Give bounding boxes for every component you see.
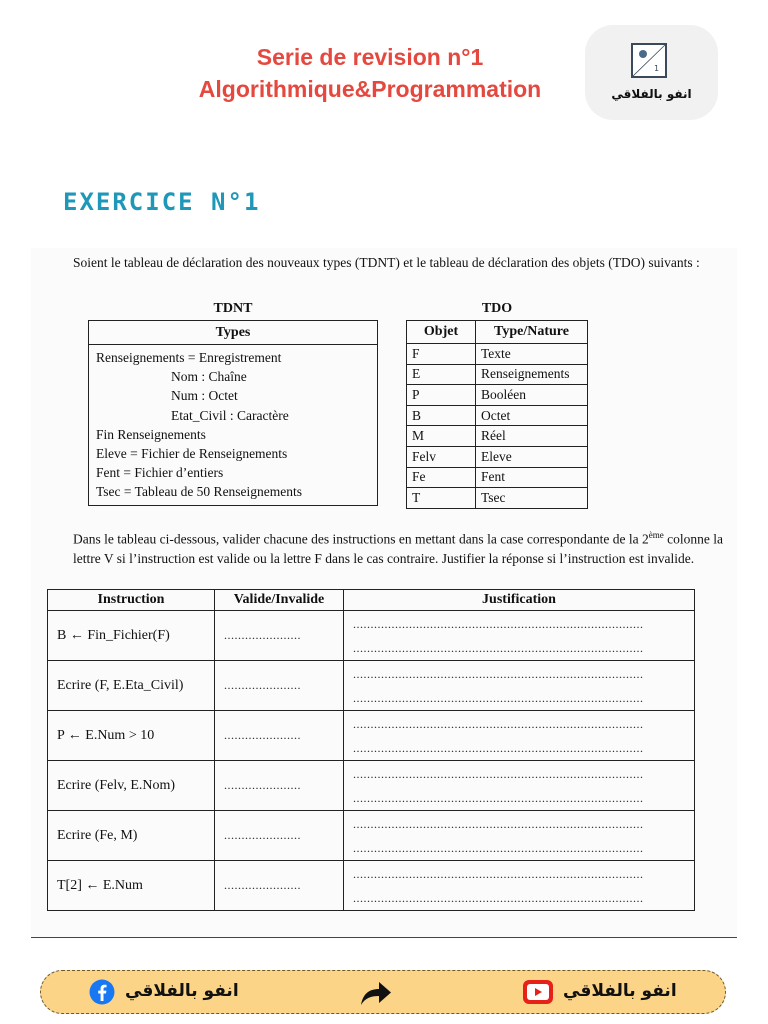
instruction-cell: Ecrire (Felv, E.Nom) (48, 761, 215, 811)
tdnt-header: Types (89, 321, 378, 345)
youtube-channel-label[interactable]: انفو بالفلاقي (563, 981, 677, 1001)
tdo-type-cell: Réel (476, 426, 588, 447)
exercise-heading: EXERCICE N°1 (63, 188, 261, 216)
brand-logo (585, 25, 718, 120)
tdnt-line: Renseignements = Enregistrement (96, 350, 282, 365)
table-row (48, 661, 695, 711)
tdo-caption: TDO (481, 301, 513, 316)
book-icon (629, 42, 669, 80)
valide-answer-field[interactable] (215, 711, 344, 761)
tdnt-line: Fin Renseignements (96, 426, 206, 442)
tdnt-caption: TDNT (213, 301, 253, 316)
justification-dots: ................................................................................... (353, 766, 644, 781)
instructions-paragraph: Dans le tableau ci-dessous, valider chacune des instructions en mettant dans la case correspondante de la 2ème colonne la lettre V si l’instruction est valide ou la lettre F dans le cas contraire. Justifier la réponse si l’instruction est invalide. (73, 530, 723, 566)
tdo-object-cell: T (407, 488, 476, 509)
table-row (48, 861, 695, 911)
tdo-object-cell: M (407, 426, 476, 447)
valide-dots: ...................... (224, 827, 301, 842)
justification-dots: ................................................................................... (353, 690, 644, 705)
justification-dots: ................................................................................... (353, 790, 644, 805)
header-justification: Justification (344, 590, 695, 611)
tdo-row (407, 405, 588, 426)
tdo-object-cell: E (407, 364, 476, 385)
tdo-type-cell: Tsec (476, 488, 588, 509)
valide-dots: ...................... (224, 677, 301, 692)
table-row (48, 811, 695, 861)
intro-paragraph: Soient le tableau de déclaration des nouveaux types (TDNT) et le tableau de déclaration des objets (TDO) suivants : (73, 255, 700, 270)
svg-text:1: 1 (654, 64, 660, 73)
tdo-row (407, 344, 588, 365)
tdo-row (407, 467, 588, 488)
justification-answer-field[interactable] (344, 861, 695, 911)
tdo-type-cell: Renseignements (476, 364, 588, 385)
tdnt-line: Num : Octet (171, 388, 238, 404)
instruction-cell: P ← E.Num > 10 (48, 711, 215, 761)
tdo-row (407, 385, 588, 406)
valide-dots: ...................... (224, 877, 301, 892)
tdo-row (407, 446, 588, 467)
tdnt-table (88, 320, 378, 506)
instruction-cell: B ← Fin_Fichier(F) (48, 611, 215, 661)
tdo-object-cell: F (407, 344, 476, 365)
valide-answer-field[interactable] (215, 861, 344, 911)
justification-dots: ................................................................................... (353, 716, 644, 731)
justification-answer-field[interactable] (344, 611, 695, 661)
tdo-row (407, 488, 588, 509)
justification-answer-field[interactable] (344, 711, 695, 761)
instruction-cell: Ecrire (Fe, M) (48, 811, 215, 861)
tdo-header-objet: Objet (407, 321, 476, 344)
justification-dots: ................................................................................... (353, 866, 644, 881)
justification-answer-field[interactable] (344, 661, 695, 711)
justification-answer-field[interactable] (344, 811, 695, 861)
valide-dots: ...................... (224, 727, 301, 742)
facebook-icon[interactable] (89, 979, 115, 1005)
table-row (48, 761, 695, 811)
tdo-object-cell: Fe (407, 467, 476, 488)
youtube-icon[interactable] (523, 980, 553, 1004)
justification-dots: ................................................................................... (353, 890, 644, 905)
valide-answer-field[interactable] (215, 661, 344, 711)
document-title-line2: Algorithmique&Programmation (198, 76, 542, 102)
tdo-object-cell: P (407, 385, 476, 406)
tdnt-line: Eleve = Fichier de Renseignements (96, 446, 288, 462)
tdo-type-cell: Booléen (476, 385, 588, 406)
header-valide: Valide/Invalide (215, 590, 344, 611)
valide-answer-field[interactable] (215, 761, 344, 811)
tdnt-line: Etat_Civil : Caractère (171, 407, 289, 423)
justification-dots: ................................................................................... (353, 816, 644, 831)
justification-dots: ................................................................................... (353, 666, 644, 681)
table-row (48, 611, 695, 661)
header-instruction: Instruction (48, 590, 215, 611)
justification-answer-field[interactable] (344, 761, 695, 811)
tdo-object-cell: B (407, 405, 476, 426)
tdo-row (407, 364, 588, 385)
valide-answer-field[interactable] (215, 611, 344, 661)
tdnt-line: Fent = Fichier d’entiers (96, 465, 224, 481)
tdo-table (406, 320, 588, 509)
tdo-type-cell: Eleve (476, 446, 588, 467)
justification-dots: ................................................................................... (353, 740, 644, 755)
validation-table (47, 589, 695, 911)
tdnt-line: Nom : Chaîne (171, 369, 247, 385)
tdo-type-cell: Fent (476, 467, 588, 488)
document-title-line1: Serie de revision n°1 (256, 44, 484, 70)
tdo-type-cell: Texte (476, 344, 588, 365)
table-row (48, 711, 695, 761)
tdnt-line: Tsec = Tableau de 50 Renseignements (96, 484, 303, 500)
justification-dots: ................................................................................... (353, 640, 644, 655)
justification-dots: ................................................................................... (353, 616, 644, 631)
instruction-cell: T[2] ← E.Num (48, 861, 215, 911)
valide-answer-field[interactable] (215, 811, 344, 861)
tdo-type-cell: Octet (476, 405, 588, 426)
instruction-cell: Ecrire (F, E.Eta_Civil) (48, 661, 215, 711)
facebook-page-label[interactable]: انفو بالفلاقي (125, 981, 239, 1001)
social-footer-bar (40, 970, 726, 1014)
tdo-header-type: Type/Nature (476, 321, 588, 344)
brand-name: انفو بالفلاقي (611, 87, 692, 101)
valide-dots: ...................... (224, 777, 301, 792)
share-arrow-icon[interactable] (359, 979, 393, 1007)
sheet-bottom-rule (31, 937, 737, 938)
tdo-row (407, 426, 588, 447)
valide-dots: ...................... (224, 627, 301, 642)
tdo-object-cell: Felv (407, 446, 476, 467)
justification-dots: ................................................................................... (353, 840, 644, 855)
